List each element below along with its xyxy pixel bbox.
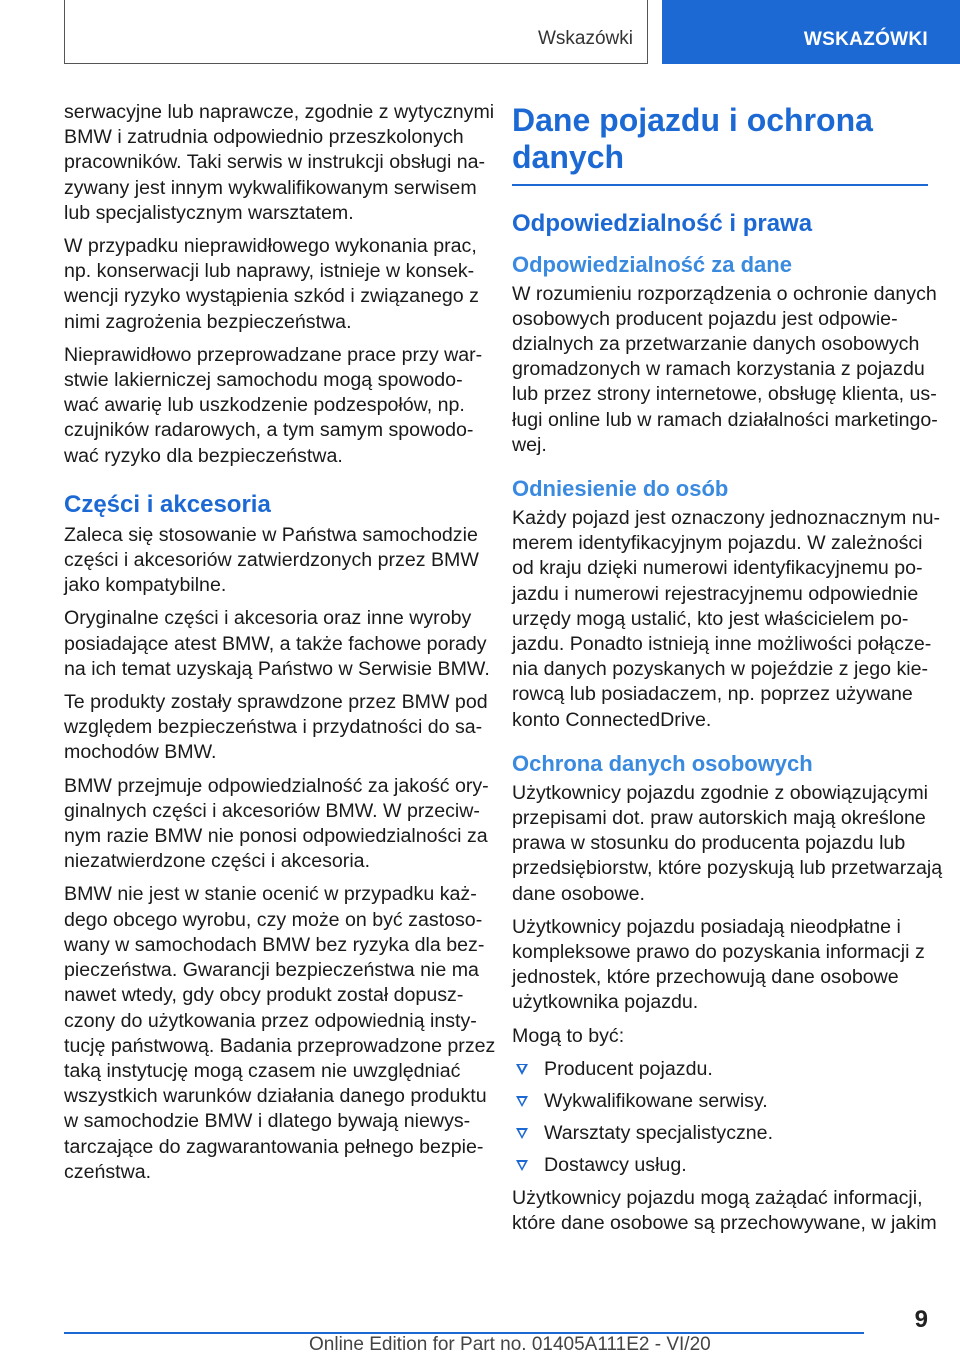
text-line: wej. <box>512 433 547 456</box>
text-line: od kraju dzięki numerowi identyfikacyjnemu po- <box>512 557 923 580</box>
footer-edition: Online Edition for Part no. 01405A111E2 - VI/20 <box>309 1334 711 1355</box>
paragraph <box>64 882 496 1184</box>
text-line: ginalnych części i akcesoriów BMW. W przeciw- <box>64 799 480 822</box>
list-item: Dostawcy usług. <box>512 1153 930 1178</box>
list-item: Wykwalifikowane serwisy. <box>512 1089 930 1114</box>
text-line: nym razie BMW nie ponosi odpowiedzialności za <box>64 825 488 848</box>
text-line: jednostek, które przechowują dane osobowe <box>512 966 899 989</box>
text-line: zywany jest innym wykwalifikowanym serwisem <box>64 176 477 199</box>
paragraph <box>64 606 490 682</box>
text-line: pracowników. Taki serwis w instrukcji obsługi na- <box>64 151 486 174</box>
section-heading-rights: Odpowiedzialność i prawa <box>512 209 813 237</box>
text-line: względem bezpieczeństwa i przydatności do sa- <box>64 716 483 739</box>
paragraph <box>512 506 941 733</box>
text-line: użytkownika pojazdu. <box>512 991 699 1014</box>
text-line: jazdu i numerowi rejestracyjnemu odpowiednie <box>512 582 919 605</box>
text-line: wszystkich warunków działania danego produktu <box>64 1085 487 1108</box>
text-line: dzialnych za przetwarzanie danych osobowych <box>512 332 920 355</box>
text-line: Zaleca się stosowanie w Państwa samochodzie <box>64 523 478 546</box>
text-line: Nieprawidłowo przeprowadzane prace przy war- <box>64 343 483 366</box>
subheading-data-responsibility: Odpowiedzialność za dane <box>512 251 792 277</box>
text-line: tucję państwową. Badania przeprowadzone przez <box>64 1034 496 1057</box>
paragraph <box>512 1186 937 1236</box>
text-line: taką instytucję mogą czasem nie uwzględniać <box>64 1059 461 1082</box>
bullet-list <box>512 1057 930 1179</box>
header-title: Wskazówki <box>537 28 633 49</box>
text-line: gromadzonych w ramach korzystania z pojazdu <box>512 358 925 381</box>
text-line: W przypadku nieprawidłowego wykonania prac, <box>64 235 477 258</box>
paragraph <box>64 100 495 226</box>
text-line: np. konserwacji lub naprawy, istnieje w konsek- <box>64 260 475 283</box>
text-line: posiadające atest BMW, a także fachowe porady <box>64 632 487 655</box>
paragraph <box>64 343 484 469</box>
section-tab[interactable] <box>662 0 960 64</box>
text-line: lub przez strony internetowe, obsługę klienta, us- <box>512 383 937 406</box>
text-line: wencji ryzyko wystąpienia szkód i związanego z <box>64 285 479 308</box>
text-line: nawet wtedy, gdy obcy produkt został dopusz- <box>64 984 464 1007</box>
text-line: dane osobowe. <box>512 882 645 905</box>
text-line: pieczeństwa. Gwarancji bezpieczeństwa nie ma <box>64 959 479 982</box>
paragraph <box>64 234 484 335</box>
text-line: nia danych pozyskanych w pojeździe z jego kie- <box>512 658 929 681</box>
left-column <box>64 100 496 1193</box>
text-line: stwie lakierniczej samochodu mogą spowodo- <box>64 369 463 392</box>
text-line: jako kompatybilne. <box>64 574 227 597</box>
text-line: wany w samochodach BMW bez ryzyka dla bez- <box>64 933 485 956</box>
text-line: Użytkownicy pojazdu mogą zażądać informacji, <box>512 1186 923 1209</box>
text-line: wać ryzyko dla bezpieczeństwa. <box>64 444 343 467</box>
paragraph: Mogą to być: <box>512 1024 625 1047</box>
subheading-personal-data-protection: Ochrona danych osobowych <box>512 750 813 776</box>
text-line: BMW i zatrudnia odpowiednio przeszkolonych <box>64 126 464 149</box>
text-line: Oryginalne części i akcesoria oraz inne wyroby <box>64 607 472 630</box>
text-line: w samochodzie BMW i dlatego bywają niewys- <box>64 1110 471 1133</box>
list-item: Warsztaty specjalistyczne. <box>512 1121 930 1146</box>
triangle-bullet-icon <box>516 1128 528 1139</box>
text-line: danych <box>512 139 625 175</box>
text-line: dego obcego wyrobu, czy może on być zastoso- <box>64 908 483 931</box>
triangle-bullet-icon <box>516 1096 528 1107</box>
text-line: tarczające do zagwarantowania pełnego bezpie- <box>64 1135 484 1158</box>
text-line: konto ConnectedDrive. <box>512 708 712 731</box>
text-line: niezatwierdzone części i akcesoria. <box>64 850 371 873</box>
text-line: Te produkty zostały sprawdzone przez BMW pod <box>64 691 488 714</box>
text-line: nimi zagrożenia bezpieczeństwa. <box>64 310 352 333</box>
text-line: prawa w stosunku do producenta pojazdu lub <box>512 832 906 855</box>
text-line: na ich temat uzyskają Państwo w Serwisie BMW. <box>64 657 490 680</box>
text-line: serwacyjne lub naprawcze, zgodnie z wytycznymi <box>64 101 495 123</box>
triangle-bullet-icon <box>516 1160 528 1171</box>
text-line: ługi online lub w ramach działalności marketingo- <box>512 408 938 431</box>
text-line: Dane pojazdu i ochrona <box>512 102 873 138</box>
paragraph <box>64 523 484 599</box>
header-title-box <box>64 0 648 64</box>
text-line: osobowych producent pojazdu jest odpowie- <box>512 307 898 330</box>
text-line: przepisami dot. praw autorskich mają określone <box>512 806 926 829</box>
section-tab-label: WSKAZÓWKI <box>803 29 928 50</box>
heading-rule <box>512 184 928 186</box>
paragraph <box>64 774 489 875</box>
text-line: BMW nie jest w stanie ocenić w przypadku każ- <box>64 883 477 906</box>
text-line: wać awarię lub uszkodzenie podzespołów, np. <box>64 394 465 417</box>
text-line: W rozumieniu rozporządzenia o ochronie danych <box>512 282 937 305</box>
text-line: czujników radarowych, a tym samym spowodo- <box>64 419 474 442</box>
chapter-heading <box>512 102 930 176</box>
text-line: urzędy mogą ustalić, kto jest właścicielem po- <box>512 607 909 630</box>
text-line: BMW przejmuje odpowiedzialność za jakość ory- <box>64 774 489 797</box>
text-line: jazdu. Ponadto istnieją inne możliwości połącze- <box>512 632 932 655</box>
paragraph <box>512 282 938 458</box>
text-line: merem identyfikacyjnym pojazdu. W zależności <box>512 532 923 555</box>
text-line: które dane osobowe są przechowywane, w jakim <box>512 1211 937 1234</box>
right-column <box>512 100 943 1244</box>
list-item: Producent pojazdu. <box>512 1057 930 1082</box>
text-line: lub specjalistycznym warsztatem. <box>64 201 354 224</box>
paragraph <box>512 915 930 1016</box>
text-line: mochodów BMW. <box>64 741 217 764</box>
text-line: Użytkownicy pojazdu posiadają nieodpłatne i <box>512 915 901 938</box>
text-line: czony do użytkowania przez odpowiednią insty- <box>64 1009 477 1032</box>
text-line: czeństwa. <box>64 1160 152 1183</box>
triangle-bullet-icon <box>516 1064 528 1075</box>
text-line: części i akcesoriów zatwierdzonych przez BMW <box>64 549 479 572</box>
page-number: 9 <box>914 1306 928 1333</box>
subheading-person-reference: Odniesienie do osób <box>512 475 729 501</box>
paragraph <box>64 690 488 766</box>
text-line: kompleksowe prawo do pozyskania informacji z <box>512 940 925 963</box>
text-line: Każdy pojazd jest oznaczony jednoznacznym nu- <box>512 506 941 529</box>
paragraph <box>512 781 943 907</box>
text-line: rowcą lub posiadaczem, np. poprzez używane <box>512 683 913 706</box>
text-line: przedsiębiorstw, które pozyskują lub przetwarzają <box>512 857 943 880</box>
section-heading-parts: Części i akcesoria <box>64 490 271 518</box>
text-line: Użytkownicy pojazdu zgodnie z obowiązującymi <box>512 781 929 804</box>
